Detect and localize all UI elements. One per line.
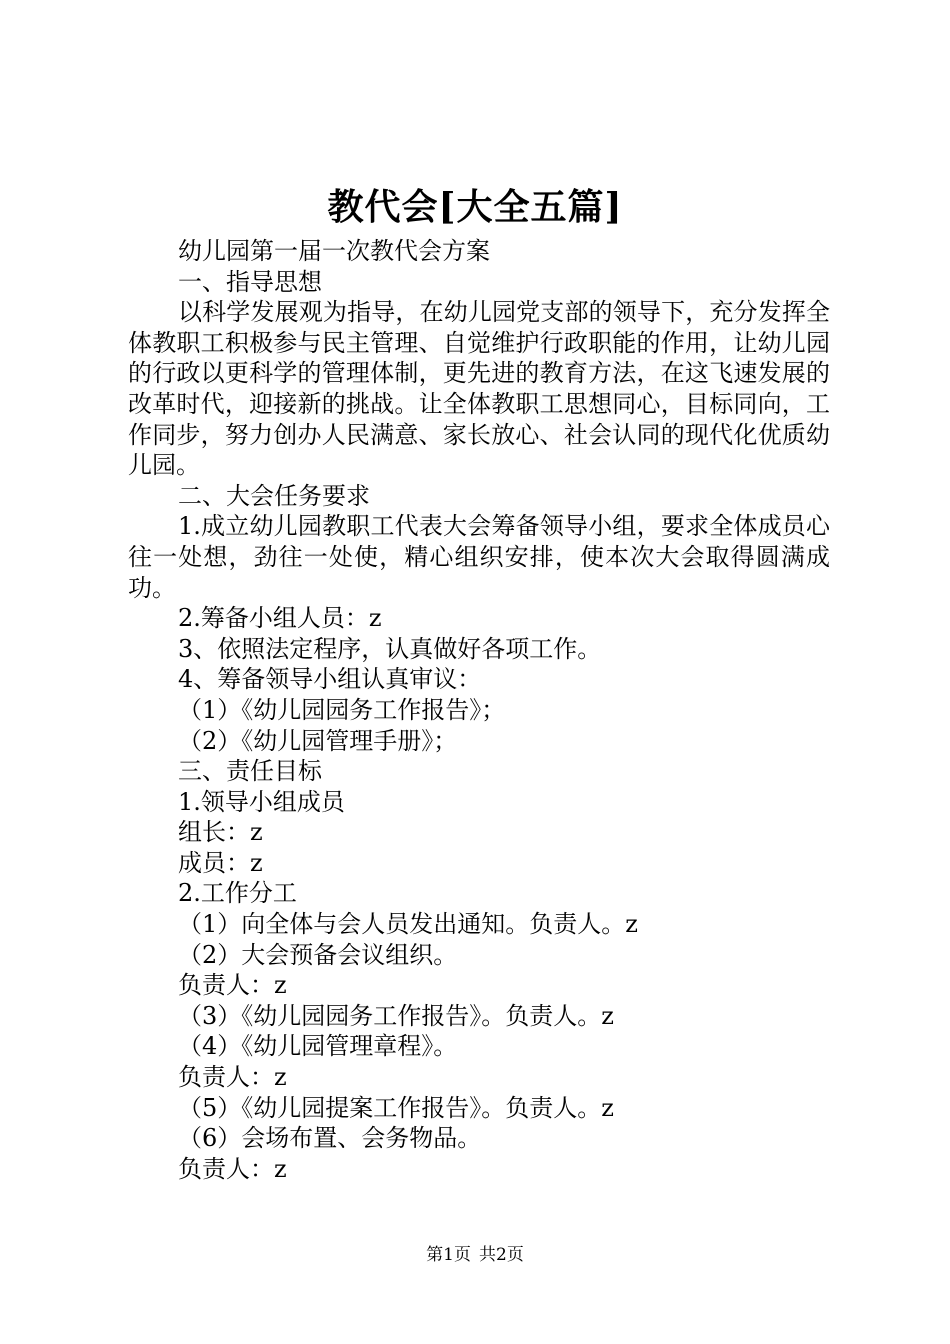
paragraph-leading-group: 1.领导小组成员 bbox=[178, 787, 345, 816]
heading-meeting-tasks: 二、大会任务要求 bbox=[178, 481, 370, 510]
list-item-review-2: （2）《幼儿园管理手册》； bbox=[178, 726, 458, 755]
list-item-division-1: （1）向全体与会人员发出通知。负责人。z bbox=[178, 910, 638, 939]
heading-responsibility-goals: 三、责任目标 bbox=[178, 757, 322, 786]
heading-guiding-ideology: 一、指导思想 bbox=[178, 267, 322, 296]
list-item-review-1: （1）《幼儿园园务工作报告》； bbox=[178, 695, 506, 724]
list-item-division-3: （3）《幼儿园园务工作报告》。负责人。z bbox=[178, 1001, 614, 1030]
paragraph-guiding-ideology: 以科学发展观为指导，在幼儿园党支部的领导下，充分发挥全体教职工积极参与民主管理、自觉维护行政职能的作用，让幼儿园的行政以更科学的管理体制，更先进的教育方法，在这飞速发展的改革时代，迎接新的挑战。让全体教职工思想同心，目标同向，工作同步，努力创办人民满意、家长放心、社会认同的现代化优质幼儿园。 bbox=[128, 298, 830, 480]
list-item-division-2: （2）大会预备会议组织。 bbox=[178, 940, 458, 969]
paragraph-responsible-6: 负责人：z bbox=[178, 1154, 287, 1183]
paragraph-responsible-4: 负责人：z bbox=[178, 1063, 287, 1092]
paragraph-responsible-2: 负责人：z bbox=[178, 971, 287, 1000]
paragraph-task-1: 1.成立幼儿园教职工代表大会筹备领导小组，要求全体成员心往一处想，劲往一处使，精心组织安排，使本次大会取得圆满成功。 bbox=[128, 512, 830, 602]
list-item-division-6: （6）会场布置、会务物品。 bbox=[178, 1124, 482, 1153]
page-total: 共2页 bbox=[479, 1245, 524, 1265]
document-title: 教代会[大全五篇] bbox=[327, 186, 623, 228]
paragraph-task-4: 4、筹备领导小组认真审议： bbox=[178, 665, 482, 694]
paragraph-work-division: 2.工作分工 bbox=[178, 879, 297, 908]
page-footer bbox=[0, 1244, 950, 1266]
paragraph-plan-title: 幼儿园第一届一次教代会方案 bbox=[178, 237, 490, 265]
paragraph-task-2: 2.筹备小组人员：z bbox=[178, 604, 382, 633]
document-body bbox=[128, 236, 830, 1184]
paragraph-task-3: 3、依照法定程序，认真做好各项工作。 bbox=[178, 634, 602, 663]
paragraph-group-leader: 组长：z bbox=[178, 818, 263, 847]
list-item-division-5: （5）《幼儿园提案工作报告》。负责人。z bbox=[178, 1093, 614, 1122]
page-number: 第1页 bbox=[426, 1245, 471, 1265]
paragraph-group-members: 成员：z bbox=[178, 848, 263, 877]
list-item-division-4: （4）《幼儿园管理章程》。 bbox=[178, 1032, 458, 1061]
